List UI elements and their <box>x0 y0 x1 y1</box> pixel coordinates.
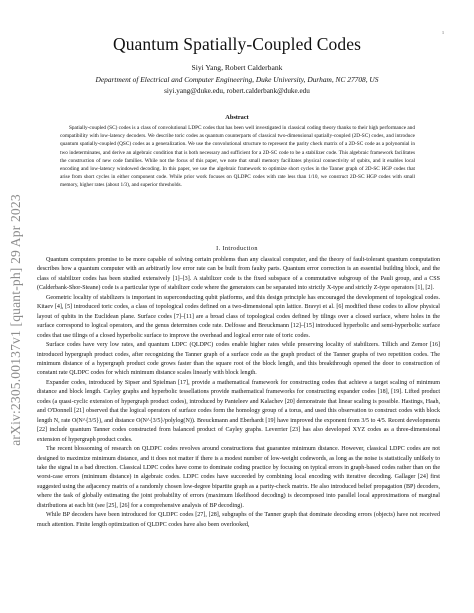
section-heading: I. Introduction <box>216 245 258 252</box>
arxiv-stamp <box>6 120 26 520</box>
abstract-text: Spatially-coupled (SC) codes is a class of convolutional LDPC codes that has been well investigated in classical coding theory thanks to their high performance and compatibility with low-latency decoders. We describe toric codes as quantum counterparts of classical two-dimensional spatially-coupled (2D-SC) codes, and introduce quantum spatially-coupled (QSC) codes as a generalization. We use the convolutional structure to represent the parity check matrix of a 2D-SC code as a polynomial in two indeterminates, and derive an algebraic condition that is both necessary and sufficient for a 2D-SC code to be a stabilizer code. This algebraic framework facilitates the construction of new code families. While not the focus of this paper, we note that small memory facilitates physical connectivity of qubits, and it enables local encoding and low-latency windowed decoding. In this paper, we use the algebraic framework to optimize short cycles in the Tanner graph of 2D-SC HGP codes that arise from short cycles in either component code. While prior work focuses on QLDPC codes with rate less than 1/10, we construct 2D-SC HGP codes with small memory, higher rates (about 1/3), and superior thresholds. <box>60 125 415 189</box>
body-paragraph: Expander codes, introduced by Sipser and Spielman [17], provide a mathematical framework for constructing codes that achieve a target scaling of minimum distance and block length. Cayley graphs and hyperbolic tessellations provide mathematical frameworks for constructing expander codes [18], [19]. Lifted product codes (a quasi-cyclic extension of hypergraph product codes), introduced by Panteleev and Kalachev [20] demonstrate that linear scaling is possible. Hastings, Haah, and O'Donnell [21] observed that the logical operators of surface codes form the homology group of a torus, and used this observation to construct codes with block length N, rate O(N^{3/5}), and distance O(N^{3/5}/polylog(N)). Breuckmann and Eberhardt [19] have improved the exponent from 3/5 to 4/5. Recent developments [22] include quantum Tanner codes constructed from balanced product of Cayley graphs. Leverrier [23] has also developed XYZ codes as a three-dimensional extension of hypergraph product codes. <box>37 379 440 443</box>
body-paragraph: Quantum computers promise to be more capable of solving certain problems than any classical computer, and the theory of fault-tolerant quantum computation describes how a quantum computer with an arbitrarily low error rate can be built from faulty parts. Quantum error correction is an essential building block, and the class of stabilizer codes has been studied extensively [1]–[3]. A stabilizer code is the fixed subspace of a commutative subgroup of the Pauli group, and a CSS (Calderbank-Shor-Steane) code is a particular type of stabilizer code where the generators can be separated into strictly X-type and strictly Z-type operators [1], [2]. <box>37 257 440 292</box>
author-emails: siyi.yang@duke.edu, robert.calderbank@duke.edu <box>164 87 310 95</box>
page-number: 1 <box>442 30 444 35</box>
arxiv-stamp-text: arXiv:2305.00137v1 [quant-ph] 29 Apr 2023 <box>8 194 23 446</box>
body-text <box>37 256 440 530</box>
body-paragraph: The recent blossoming of research on QLDPC codes revolves around constructions that guarantee minimum distance. However, classical LDPC codes are not designed to maximize minimum distance, and it does not matter if there is a modest number of low-weight codewords, as long as the noise is statistically unlikely to take the signal in a bad direction. Classical LDPC codes have come to dominate coding practice by focusing on typical errors in graph-based codes rather than on the worst-case errors (minimum distance) in algebraic codes. LDPC codes have succeeded by combining local encoding with iterative decoding. Gallager [24] first suggested using the adjacency matrix of a randomly chosen low-degree bipartite graph as a parity-check matrix. He also introduced belief propagation (BP) decoders, where the task of globally estimating the joint probability of errors (maximum likelihood decoding) is decomposed into parallel local approximations of marginal distributions at each bit (see [25], [26] for a comprehensive analysis of BP decoding). <box>37 446 440 509</box>
paper-authors: Siyi Yang, Robert Calderbank <box>191 63 283 72</box>
body-paragraph: Geometric locality of stabilizers is important in superconducting qubit platforms, and this design principle has encouraged the development of topological codes. Kitaev [4], [5] introduced toric codes, a class of topological codes defined on a two-dimensional spin lattice. Bravyi et al. [6] modified these codes to allow physical layout of qubits in the Euclidean plane. Surface codes [7]–[11] are a broad class of topological codes defined by tilings over a closed surface, where holes in the surface correspond to logical operators, and the genus determines code rate. Delfosse and Breuckmann [12]–[15] introduced hyperbolic and semi-hyperbolic surface codes that use tilings of a closed hyperbolic surface to improve the overhead and logical error rate of toric codes. <box>37 294 440 339</box>
body-paragraph: Surface codes have very low rates, and quantum LDPC (QLDPC) codes enable higher rates while preserving locality of stabilizers. Tillich and Zemor [16] introduced hypergraph product codes, after recognizing the Tanner graph of a surface code as the graph product of the Tanner graphs of two repetition codes. The minimum distance of a hypergraph product code grows faster than the square root of the block length, and this breakthrough opened the door to construction of constant rate QLDPC codes for which minimum distance scales linearly with block length. <box>37 342 440 377</box>
abstract-heading: Abstract <box>225 114 249 121</box>
author-affiliation: Department of Electrical and Computer Engineering, Duke University, Durham, NC 27708, US <box>95 75 379 84</box>
body-paragraph: While BP decoders have been introduced for QLDPC codes [27], [28], subgraphs of the Tanner graph that dominate decoding errors (objects) have not received much attention. Finite length optimization of QLDPC codes have also been overlooked, <box>37 512 440 528</box>
paper-title: Quantum Spatially-Coupled Codes <box>112 34 362 54</box>
